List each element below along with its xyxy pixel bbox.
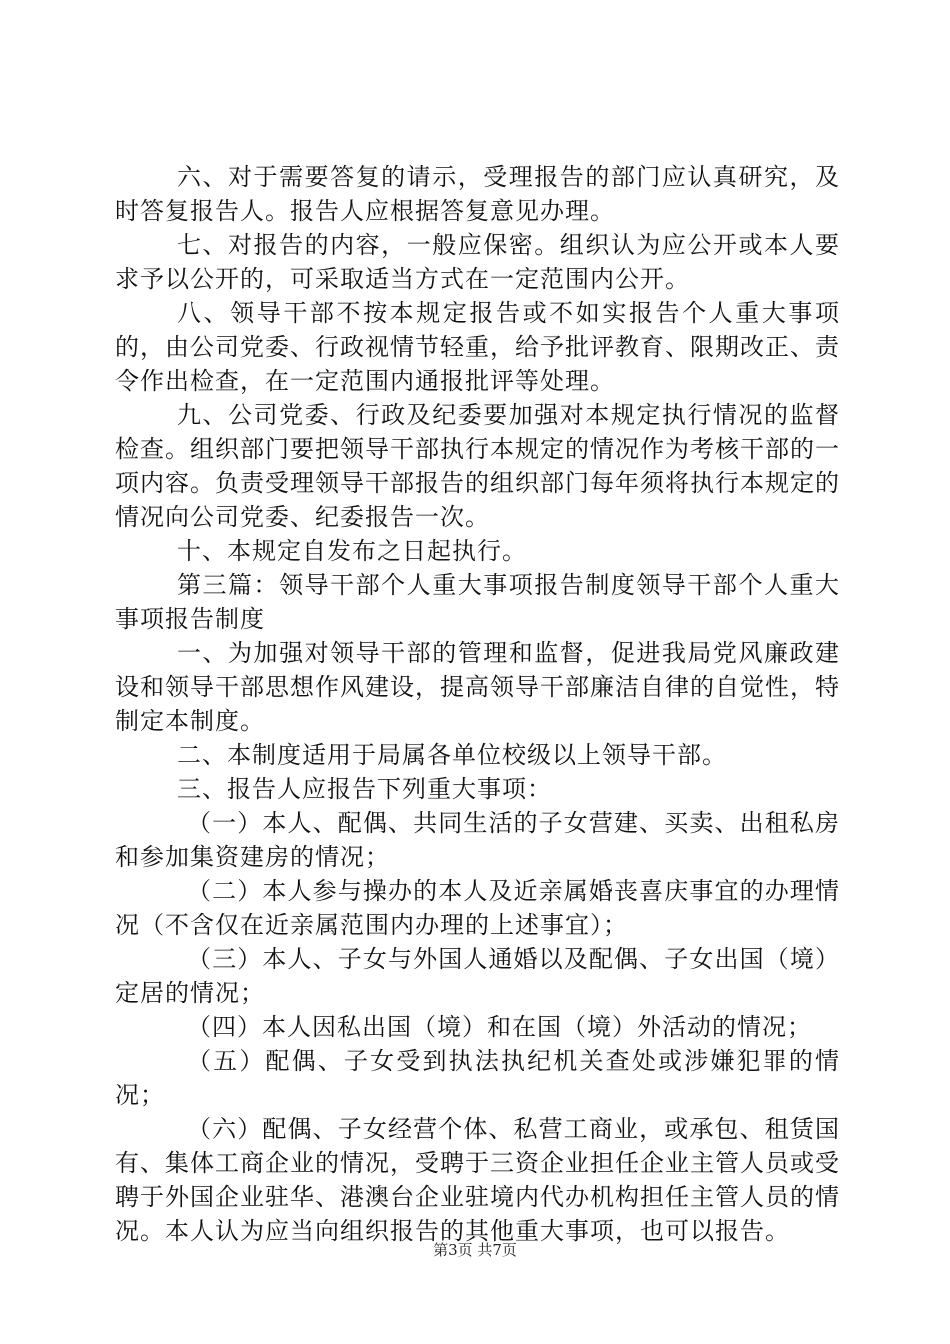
paragraph-6: 六、对于需要答复的请示，受理报告的部门应认真研究，及时答复报告人。报告人应根据答复意见办理。 [115,163,840,225]
sub-item-4: （四）本人因私出国（境）和在国（境）外活动的情况； [187,1013,812,1041]
paragraph-9: 九、公司党委、行政及纪委要加强对本规定执行情况的监督检查。组织部门要把领导干部执行本规定的情况作为考核干部的一项内容。负责受理领导干部报告的组织部门每年须将执行本规定的情况向公司党委、纪委报告一次。 [115,401,840,531]
paragraph-10: 十、本规定自发布之日起执行。 [177,537,527,565]
clause-3: 三、报告人应报告下列重大事项： [177,775,552,803]
sub-item-6: （六）配偶、子女经营个体、私营工商业，或承包、租赁国有、集体工商企业的情况，受聘于三资企业担任企业主管人员或受聘于外国企业驻华、港澳台企业驻境内代办机构担任主管人员的情况。本人认为应当向组织报告的其他重大事项，也可以报告。 [115,1115,840,1245]
sub-item-2: （二）本人参与操办的本人及近亲属婚丧喜庆事宜的办理情况（不含仅在近亲属范围内办理的上述事宜）； [115,877,840,939]
section-heading: 第三篇：领导干部个人重大事项报告制度领导干部个人重大事项报告制度 [115,571,840,633]
sub-item-5: （五）配偶、子女受到执法执纪机关查处或涉嫌犯罪的情况； [115,1047,840,1109]
paragraph-8: 八、领导干部不按本规定报告或不如实报告个人重大事项的，由公司党委、行政视情节轻重，给予批评教育、限期改正、责令作出检查，在一定范围内通报批评等处理。 [115,299,840,395]
clause-2: 二、本制度适用于局属各单位校级以上领导干部。 [177,741,727,769]
sub-item-3: （三）本人、子女与外国人通婚以及配偶、子女出国（境）定居的情况； [115,945,840,1007]
sub-item-1: （一）本人、配偶、共同生活的子女营建、买卖、出租私房和参加集资建房的情况； [115,809,840,871]
page-number-footer: 第3页 共7页 [433,1241,517,1259]
document-body [115,160,840,1248]
paragraph-7: 七、对报告的内容，一般应保密。组织认为应公开或本人要求予以公开的，可采取适当方式在一定范围内公开。 [115,231,840,293]
clause-1: 一、为加强对领导干部的管理和监督，促进我局党风廉政建设和领导干部思想作风建设，提高领导干部廉洁自律的自觉性，特制定本制度。 [115,639,840,735]
